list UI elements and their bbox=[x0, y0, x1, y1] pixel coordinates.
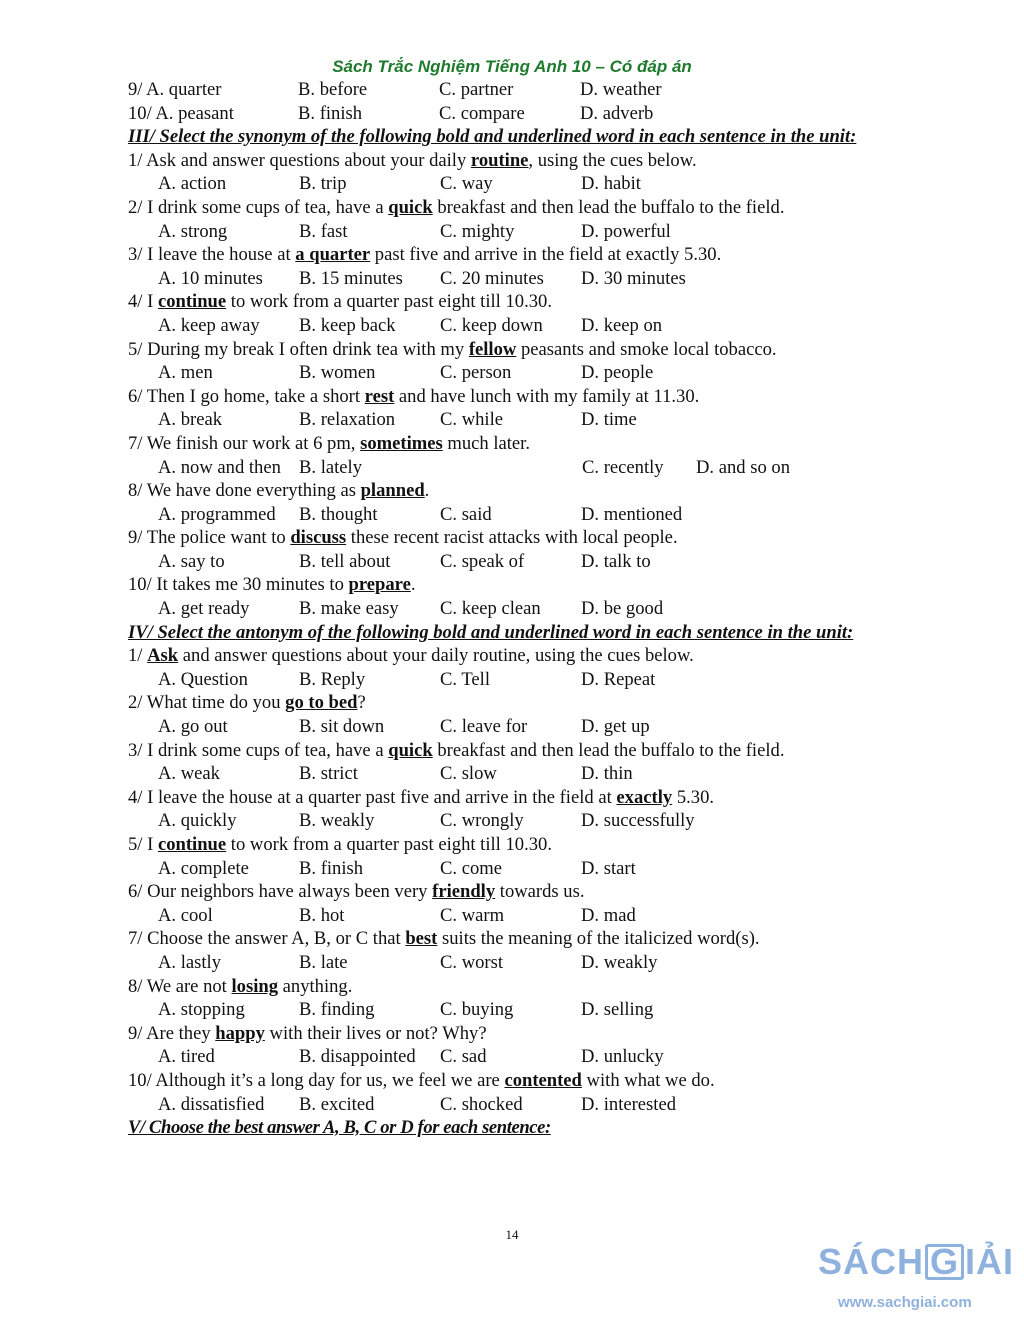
option-a: A. strong bbox=[158, 220, 228, 242]
question-text: 9/ Are they bbox=[128, 1022, 216, 1044]
question-text: 3/ I leave the house at bbox=[128, 244, 296, 266]
option-a: A. Question bbox=[158, 668, 248, 690]
question bbox=[128, 479, 924, 503]
option-b: B. strict bbox=[299, 763, 358, 785]
option-c: C. sad bbox=[440, 1046, 487, 1068]
question-text: towards us. bbox=[495, 881, 585, 903]
key-word: fellow bbox=[468, 338, 517, 360]
option-d: D. adverb bbox=[580, 102, 654, 124]
option-c: C. Tell bbox=[440, 668, 491, 690]
key-word: routine bbox=[470, 149, 529, 171]
option-a: A. cool bbox=[158, 904, 213, 926]
key-word: contented bbox=[504, 1069, 582, 1091]
option-d: D. start bbox=[581, 857, 636, 879]
option-d: D. people bbox=[581, 362, 654, 384]
option-row bbox=[128, 857, 924, 881]
option-row bbox=[128, 809, 924, 833]
option-b: B. keep back bbox=[299, 314, 396, 336]
option-row bbox=[128, 102, 924, 126]
option-row bbox=[128, 668, 924, 692]
question bbox=[128, 1069, 924, 1093]
option-row bbox=[128, 998, 924, 1022]
option-c: C. buying bbox=[440, 999, 514, 1021]
question bbox=[128, 1022, 924, 1046]
option-d: D. weakly bbox=[581, 951, 658, 973]
option-b: B. Reply bbox=[299, 668, 366, 690]
question-text: to work from a quarter past eight till 10.30. bbox=[226, 291, 552, 313]
key-word: continue bbox=[157, 291, 227, 313]
watermark-site: www.sachgiai.com bbox=[838, 1294, 972, 1311]
key-word: quick bbox=[388, 739, 433, 761]
option-c: C. come bbox=[440, 857, 502, 879]
option-a: A. say to bbox=[158, 550, 225, 572]
option-row bbox=[128, 314, 924, 338]
option-a: A. break bbox=[158, 409, 223, 431]
question-text: 7/ We finish our work at 6 pm, bbox=[128, 432, 361, 454]
option-b: B. trip bbox=[299, 173, 347, 195]
key-word: sometimes bbox=[360, 432, 443, 454]
option-b: B. disappointed bbox=[299, 1046, 416, 1068]
question bbox=[128, 338, 924, 362]
question-text: 2/ I drink some cups of tea, have a bbox=[128, 196, 389, 218]
key-word: exactly bbox=[616, 786, 673, 808]
question-text: 5.30. bbox=[672, 786, 715, 808]
question-text: peasants and smoke local tobacco. bbox=[516, 338, 777, 360]
option-c: C. mighty bbox=[440, 220, 515, 242]
question bbox=[128, 880, 924, 904]
page-header: Sách Trắc Nghiệm Tiếng Anh 10 – Có đáp án bbox=[332, 57, 692, 76]
question bbox=[128, 573, 924, 597]
question bbox=[128, 290, 924, 314]
option-d: D. successfully bbox=[581, 810, 695, 832]
option-row bbox=[128, 715, 924, 739]
option-d: D. habit bbox=[581, 173, 641, 195]
question-text: 10/ Although it’s a long day for us, we feel we are bbox=[128, 1069, 505, 1091]
question bbox=[128, 526, 924, 550]
option-d: D. selling bbox=[581, 999, 654, 1021]
option-row bbox=[128, 361, 924, 385]
option-c: C. leave for bbox=[440, 716, 528, 738]
option-row bbox=[128, 1045, 924, 1069]
option-d: D. talk to bbox=[581, 550, 651, 572]
option-row bbox=[128, 550, 924, 574]
question-text: breakfast and then lead the buffalo to the field. bbox=[432, 196, 785, 218]
document-body bbox=[128, 78, 924, 1140]
section-3-questions bbox=[128, 149, 924, 621]
option-row bbox=[128, 408, 924, 432]
key-word: happy bbox=[215, 1022, 265, 1044]
option-d: D. and so on bbox=[696, 456, 790, 478]
option-b: B. fast bbox=[299, 220, 348, 242]
option-row bbox=[128, 220, 924, 244]
question bbox=[128, 927, 924, 951]
option-a: 10/ A. peasant bbox=[128, 102, 234, 124]
key-word: go to bed bbox=[285, 692, 358, 714]
option-b: B. women bbox=[299, 362, 376, 384]
question-text: 5/ I bbox=[128, 834, 158, 855]
question-text: with what we do. bbox=[581, 1069, 715, 1091]
question bbox=[128, 691, 924, 715]
option-a: A. 10 minutes bbox=[158, 267, 263, 289]
option-a: 9/ A. quarter bbox=[128, 79, 222, 100]
option-b: B. finish bbox=[299, 857, 364, 879]
question-text: 8/ We are not bbox=[128, 975, 232, 997]
option-c: C. person bbox=[440, 362, 512, 384]
option-a: A. lastly bbox=[158, 951, 222, 973]
option-a: A. weak bbox=[158, 763, 220, 785]
key-word: planned bbox=[360, 480, 425, 502]
key-word: prepare bbox=[348, 574, 411, 596]
option-c: C. said bbox=[440, 503, 492, 525]
option-row bbox=[128, 456, 924, 480]
section-3-title: III/ Select the synonym of the following bold and underlined word in each sentence in the unit: bbox=[128, 126, 857, 148]
question bbox=[128, 833, 924, 857]
option-d: D. get up bbox=[581, 716, 650, 738]
question-text: 1/ Ask and answer questions about your daily bbox=[128, 149, 471, 171]
option-a: A. go out bbox=[158, 716, 228, 738]
option-d: D. powerful bbox=[581, 220, 671, 242]
option-b: B. sit down bbox=[299, 716, 385, 738]
question bbox=[128, 975, 924, 999]
key-word: continue bbox=[157, 834, 227, 855]
question-text: 5/ During my break I often drink tea with my bbox=[128, 338, 469, 360]
question bbox=[128, 149, 924, 173]
question-text: 9/ The police want to bbox=[128, 527, 291, 549]
option-d: D. Repeat bbox=[581, 668, 656, 690]
option-row bbox=[128, 78, 924, 102]
question-text: and have lunch with my family at 11.30. bbox=[394, 385, 700, 407]
question-text: much later. bbox=[442, 432, 530, 454]
question bbox=[128, 739, 924, 763]
option-c: C. way bbox=[440, 173, 493, 195]
option-a: A. dissatisfied bbox=[158, 1093, 265, 1115]
option-d: D. be good bbox=[581, 598, 664, 620]
key-word: losing bbox=[231, 975, 279, 997]
option-b: B. 15 minutes bbox=[299, 267, 403, 289]
option-row bbox=[128, 951, 924, 975]
option-b: B. late bbox=[299, 951, 348, 973]
question bbox=[128, 385, 924, 409]
key-word: a quarter bbox=[295, 244, 371, 266]
page-number: 14 bbox=[505, 1227, 519, 1242]
option-c: C. slow bbox=[440, 763, 497, 785]
option-a: A. men bbox=[158, 362, 213, 384]
question-text: 7/ Choose the answer A, B, or C that bbox=[128, 928, 406, 950]
question-text: 6/ Our neighbors have always been very bbox=[128, 881, 433, 903]
question-text: 1/ bbox=[128, 645, 148, 667]
option-row bbox=[128, 267, 924, 291]
question-text: 8/ We have done everything as bbox=[128, 480, 361, 502]
key-word: friendly bbox=[432, 881, 496, 903]
option-a: A. stopping bbox=[158, 999, 245, 1021]
question bbox=[128, 196, 924, 220]
question-text: suits the meaning of the italicized word(s). bbox=[437, 928, 760, 950]
option-c: C. 20 minutes bbox=[440, 267, 544, 289]
question-text: with their lives or not? Why? bbox=[264, 1022, 487, 1044]
option-d: D. thin bbox=[581, 763, 633, 785]
option-b: B. hot bbox=[299, 904, 345, 926]
question bbox=[128, 243, 924, 267]
question-text: 2/ What time do you bbox=[128, 692, 286, 714]
question-text: , using the cues below. bbox=[528, 149, 697, 171]
option-c: C. speak of bbox=[440, 550, 525, 572]
option-b: B. weakly bbox=[299, 810, 375, 832]
option-b: B. finish bbox=[298, 102, 363, 124]
option-a: A. complete bbox=[158, 857, 249, 879]
option-b: B. finding bbox=[299, 999, 375, 1021]
option-b: B. thought bbox=[299, 503, 378, 525]
option-b: B. make easy bbox=[299, 598, 399, 620]
key-word: quick bbox=[388, 196, 433, 218]
option-a: A. quickly bbox=[158, 810, 237, 832]
watermark-logo: SÁCH G IẢI bbox=[818, 1241, 1015, 1282]
question-text: 4/ I leave the house at a quarter past five and arrive in the field at bbox=[128, 786, 617, 808]
question-text: breakfast and then lead the buffalo to the field. bbox=[432, 739, 785, 761]
option-d: D. time bbox=[581, 409, 637, 431]
question-text: . bbox=[424, 480, 430, 502]
question bbox=[128, 432, 924, 456]
option-a: A. tired bbox=[158, 1046, 215, 1068]
option-row bbox=[128, 904, 924, 928]
option-c: C. warm bbox=[440, 904, 505, 926]
option-a: A. programmed bbox=[158, 503, 276, 525]
option-c: C. keep down bbox=[440, 314, 543, 336]
question bbox=[128, 644, 924, 668]
option-a: A. keep away bbox=[158, 314, 260, 336]
option-c: C. recently bbox=[582, 456, 664, 478]
option-d: D. mentioned bbox=[581, 503, 683, 525]
question bbox=[128, 786, 924, 810]
option-c: C. partner bbox=[439, 79, 514, 100]
option-c: C. worst bbox=[440, 951, 504, 973]
question-text: anything. bbox=[278, 975, 353, 997]
question-text: ? bbox=[357, 692, 366, 714]
option-c: C. while bbox=[440, 409, 504, 431]
question-text: these recent racist attacks with local people. bbox=[346, 527, 678, 549]
question-text: 6/ Then I go home, take a short bbox=[128, 385, 365, 407]
section-5-title: V/ Choose the best answer A, B, C or D for each sentence: bbox=[128, 1117, 551, 1139]
option-c: C. keep clean bbox=[440, 598, 541, 620]
option-row bbox=[128, 1093, 924, 1117]
key-word: best bbox=[405, 928, 438, 950]
option-d: D. unlucky bbox=[581, 1046, 664, 1068]
key-word: rest bbox=[364, 385, 395, 407]
option-b: B. tell about bbox=[299, 550, 391, 572]
question-text: . bbox=[410, 574, 416, 596]
option-d: D. keep on bbox=[581, 314, 663, 336]
question-text: 4/ I bbox=[128, 291, 158, 313]
question-text: and answer questions about your daily routine, using the cues below. bbox=[178, 645, 694, 667]
option-a: A. get ready bbox=[158, 598, 250, 620]
option-row bbox=[128, 172, 924, 196]
option-d: D. weather bbox=[580, 79, 662, 100]
option-a: A. now and then bbox=[158, 456, 281, 478]
key-word: discuss bbox=[290, 527, 347, 549]
question-text: to work from a quarter past eight till 10.30. bbox=[226, 834, 552, 855]
option-d: D. 30 minutes bbox=[581, 267, 686, 289]
key-word: Ask bbox=[147, 645, 179, 667]
section-4-questions bbox=[128, 644, 924, 1116]
option-c: C. compare bbox=[439, 102, 525, 124]
option-a: A. action bbox=[158, 173, 227, 195]
option-row bbox=[128, 503, 924, 527]
option-c: C. shocked bbox=[440, 1093, 523, 1115]
option-row bbox=[128, 597, 924, 621]
option-b: B. excited bbox=[299, 1093, 375, 1115]
option-b: B. before bbox=[298, 79, 368, 100]
question-text: 10/ It takes me 30 minutes to bbox=[128, 574, 349, 596]
option-d: D. mad bbox=[581, 904, 636, 926]
question-text: 3/ I drink some cups of tea, have a bbox=[128, 739, 389, 761]
option-d: D. interested bbox=[581, 1093, 677, 1115]
option-row bbox=[128, 762, 924, 786]
question-text: past five and arrive in the field at exactly 5.30. bbox=[370, 244, 722, 266]
option-b: B. lately bbox=[299, 456, 362, 478]
section-4-title: IV/ Select the antonym of the following bold and underlined word in each sentence in the unit: bbox=[128, 621, 854, 643]
option-b: B. relaxation bbox=[299, 409, 396, 431]
option-c: C. wrongly bbox=[440, 810, 524, 832]
